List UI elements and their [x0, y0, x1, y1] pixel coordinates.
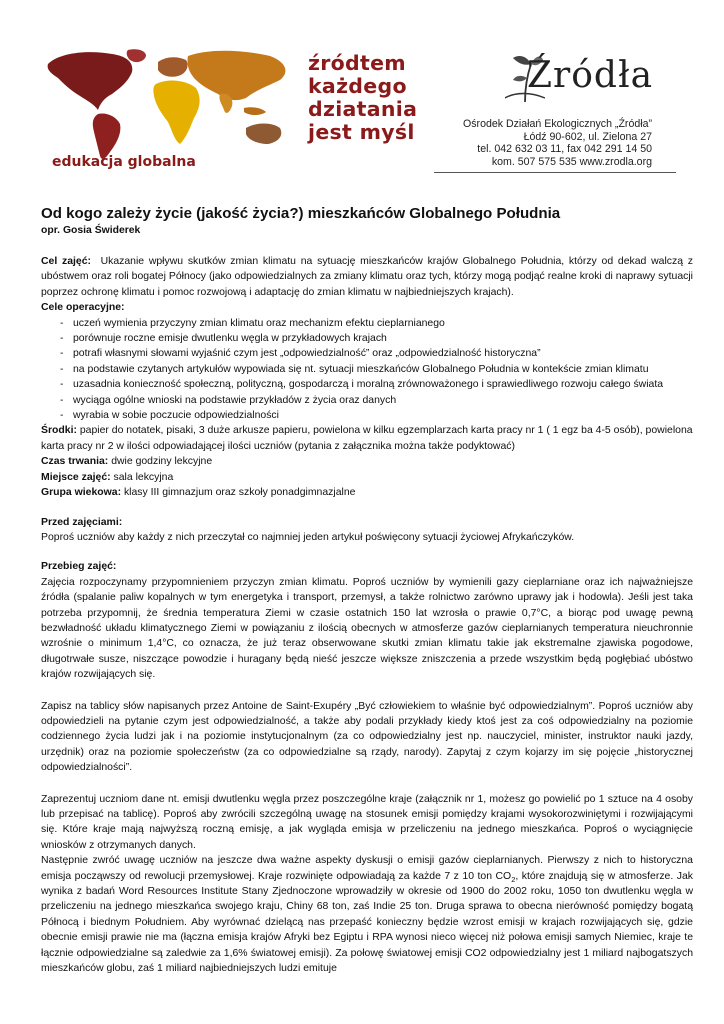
miejsce-zajec: [41, 470, 693, 485]
paragraph-4: [41, 853, 693, 976]
zrodla-logo: [505, 48, 671, 112]
map-label: edukacja globalna: [52, 154, 196, 170]
paragraph-1: Zajęcia rozpoczynamy przypomnieniem przyczyn zmian klimatu. Poproś uczniów by wymienili gazy cieplarniane oraz ich najważniejsze źródła (spalanie paliw kopalnych w tym energetyka i transport, przemysł, a także rolnictwo zarówno uprawy jak i hodowla). Jeśli jest taka potrzeba przypomnij, że średnia temperatura Ziemi w czasie ostatnich 150 lat wzrosła o prawie 0,7°C, a biorąc pod uwagę pewną bezwładność układu klimatycznego Ziemi w powiązaniu z ilością obecnych w atmosferze gazów cieplarnianych temperatura nieuchronnie wzrośnie o minimum 1,4°C, co oznacza, że już teraz obserwowane skutki zmian klimatu takie jak ekstremalne zjawiska pogodowe, długotrwałe susze, niszczące powodzie i huragany będą nieść jeszcze większe zniszczenia a przede wszystkim będą pogłębiać ubóstwo krajów rozwijających się.: [41, 576, 693, 681]
slogan-line: źródtem: [308, 51, 406, 75]
cele-operacyjne-heading: Cele operacyjne:: [41, 302, 125, 314]
paragraph-3: Zaprezentuj uczniom dane nt. emisji dwutlenku węgla przez poszczególne kraje (załącznik nr 1, możesz go powielić po 1 sztuce na 4 osoby lub przepisać na tablicę). Poproś aby zwrócili szczególną uwagę na stosunek emisji pomiędzy krajami wysokorozwiniętymi i rozwijającymi się. Które kraje mają najwyższą roczną emisję, a jak wygląda emisja w przeliczeniu na jednego mieszkańca. Poproś o wyciągnięcie wniosków z otrzymanych danych.: [41, 793, 693, 851]
paragraph-4-b: , które znajdują się w atmosferze. Jak wynika z badań Word Resources Institute Stany Zjednoczone wprowadziły w okresie od 1900 do 2002 roku, 1050 ton dwutlenku węgla w przeliczeniu na jednego mieszkańca swojego kraju, Chiny 68 ton, zaś Indie 25 ton. Druga sprawa to obecna nierówność pomiędzy bogatą Północą i biednym Południem. Aby wyrównać dzielącą nas przepaść konieczny będzie wzrost emisji w krajach rozwijających się, gdzie obecnie emisji prawie nie ma (łączna emisja krajów Afryki bez Egiptu i RPA wynosi nieco więcej niż połowa emisji samych Niemiec, kraje te łącznie odpowiedzialne są zaledwie za 1,6% światowej emisji). Za połowę światowej emisji CO2 odpowiedzialny jest 1 miliard najbogatszych mieszkańców globu, zaś 1 miliard najbiedniejszych ludzi emituje: [41, 870, 693, 975]
grupa-wiekowa: [41, 485, 693, 500]
slogan-line: jest myśl: [308, 120, 415, 144]
logo-text: Źródła: [527, 55, 654, 96]
przed-heading: Przed zajęciami:: [41, 516, 123, 528]
slogan-line: dziatania: [308, 97, 418, 121]
slogan: [308, 52, 426, 144]
przebieg-heading: Przebieg zajęć:: [41, 561, 117, 573]
paragraph-4-a: Następnie zwróć uwagę uczniów na jeszcze dwa ważne aspekty dyskusji o emisji gazów cieplarnianych. Pierwszy z nich to historyczna emisja począwszy od rewolucji przemysłowej. Kraje rozwinięte odpowiadają za każde 7 z 10 ton CO: [41, 855, 693, 882]
cele-list: [41, 316, 693, 424]
mobile-website: kom. 507 575 535 www.zrodla.org: [491, 155, 652, 168]
world-map-logo: [40, 44, 302, 172]
document-body: [41, 204, 693, 976]
srodki-text: papier do notatek, pisaki, 3 duże arkusze papieru, powielona w kilku egzemplarzach karta pracy nr 1 ( 1 egz ba 4-5 osób), powielona karta pracy nr 2 w ilości odpowiadającej ilości uczniów (pytania z załącznika można także podyktować): [41, 425, 693, 452]
list-item: - wyciąga ogólne wnioski na podstawie przykładów z życia oraz danych: [41, 393, 693, 408]
list-item: - porównuje roczne emisje dwutlenku węgla w przykładowych krajach: [41, 331, 693, 346]
list-item: - na podstawie czytanych artykułów wypowiada się nt. sytuacji mieszkańców Globalnego Południa w kontekście zmian klimatu: [41, 362, 693, 377]
document-title: Od kogo zależy życie (jakość życia?) mieszkańców Globalnego Południa: [41, 205, 561, 222]
list-item: - uczeń wymienia przyczyny zmian klimatu oraz mechanizm efektu cieplarnianego: [41, 316, 693, 331]
header-divider: [434, 172, 676, 173]
list-item: - wyrabia w sobie poczucie odpowiedzialności: [41, 408, 693, 423]
list-item: - uzasadnia konieczność społeczną, polityczną, gospodarczą i moralną zrównoważonego i sprawiedliwego rozwoju całego świata: [41, 377, 693, 392]
grupa-label: Grupa wiekowa:: [41, 487, 122, 499]
przed-text: Poproś uczniów aby każdy z nich przeczytał co najmniej jeden artykuł poświęcony sytuacji życiowej Afrykańczyków.: [41, 531, 575, 543]
czas-label: Czas trwania:: [41, 456, 109, 468]
grupa-text: klasy III gimnazjum oraz szkoły ponadgimnazjalne: [123, 487, 356, 499]
slogan-line: każdego: [308, 74, 407, 98]
cel-label: Cel zajęć:: [41, 256, 92, 267]
cel-zajec: [41, 254, 693, 300]
page-header: [40, 44, 676, 176]
list-item: - potrafi własnymi słowami wyjaśnić czym jest „odpowiedzialność” oraz „odpowiedzialność historyczna”: [41, 346, 693, 361]
miejsce-text: sala lekcyjna: [113, 471, 174, 483]
subscript: 2: [511, 874, 516, 884]
srodki-label: Środki:: [41, 425, 77, 437]
contact-info: [463, 118, 652, 168]
miejsce-label: Miejsce zajęć:: [41, 471, 111, 483]
address: Łódź 90-602, ul. Zielona 27: [523, 130, 652, 143]
czas-trwania: [41, 454, 693, 469]
srodki: [41, 423, 693, 454]
phone-fax: tel. 042 632 03 11, fax 042 291 14 50: [477, 143, 652, 156]
document-author: opr. Gosia Świderek: [41, 225, 141, 236]
paragraph-2: Zapisz na tablicy słów napisanych przez Antoine de Saint-Exupéry „Być człowiekiem to właśnie być odpowiedzialnym”. Poproś uczniów aby odpowiedzieli na pytanie czym jest odpowiedzialność, a także aby podali przykłady kiedy ktoś jest za coś odpowiedzialny na poziomie codziennego życia ludzi jak i na poziomie instytucjonalnym (za co odpowiedzialny jest np. nauczyciel, minister, instruktor nauki jazdy, urzędnik) oraz na poziomie społeczeństw (za co odpowiedzialne są rządy, narody). Zapytaj z czym kojarzy im się pojęcie „historycznej odpowiedzialności”.: [41, 700, 693, 774]
cel-text: Ukazanie wpływu skutków zmian klimatu na sytuację mieszkańców krajów Globalnego Południa, którzy od dekad walczą z ubóstwem oraz roli bogatej Północy (jako odpowiedzialnych za zmiany klimatu oraz tych, którzy mogą podjąć realne kroki di naprawy sytuacji poprzez ochronę klimatu i pomoc rozwojową i adaptację do zmian klimatu w najbiedniejszych krajach).: [41, 256, 693, 298]
org-name: Ośrodek Działań Ekologicznych „Źródła”: [463, 118, 652, 130]
czas-text: dwie godziny lekcyjne: [111, 456, 213, 468]
